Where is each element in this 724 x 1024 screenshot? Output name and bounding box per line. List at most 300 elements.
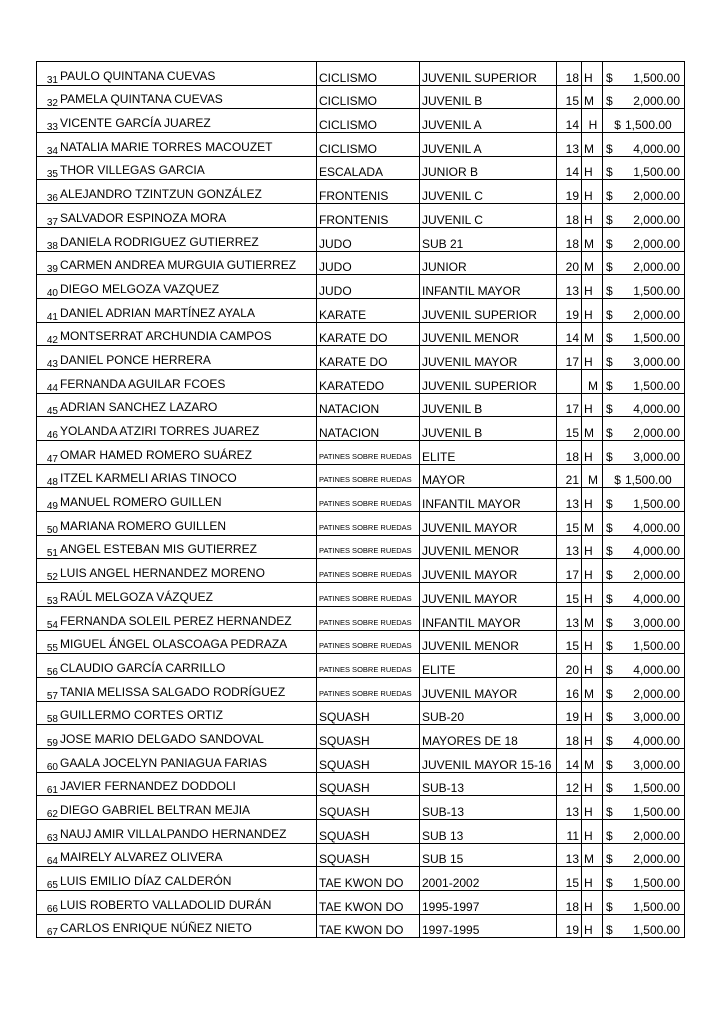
amount-cell: [603, 630, 685, 654]
amount-cell: [603, 227, 685, 251]
sport-cell: KARATE: [317, 298, 420, 322]
name-cell: [37, 346, 317, 370]
sport-cell: NATACION: [317, 417, 420, 441]
athlete-name: DANIEL ADRIAN MARTÍNEZ AYALA: [60, 305, 255, 320]
sport-cell: PATINES SOBRE RUEDAS: [317, 535, 420, 559]
age-cell: 18: [557, 891, 582, 915]
row-number: 38: [46, 240, 58, 251]
name-cell: [37, 156, 317, 180]
table-row: [37, 322, 685, 346]
sex-cell: H: [582, 441, 603, 465]
amount-cell: [603, 583, 685, 607]
name-cell: [37, 369, 317, 393]
athlete-table: [36, 61, 685, 938]
row-number: 63: [46, 832, 58, 844]
currency-symbol: $: [606, 189, 613, 204]
age-cell: 13: [557, 796, 582, 820]
table-row: [37, 843, 685, 867]
category-cell: JUNIOR B: [420, 156, 557, 180]
amount-value: 1,500.00: [633, 378, 680, 393]
sex-cell: H: [582, 820, 603, 844]
category-cell: JUVENIL MAYOR: [420, 583, 557, 607]
amount-value: 3,000.00: [633, 449, 680, 464]
age-cell: 13: [557, 843, 582, 867]
table-row: [37, 204, 685, 228]
table-row: [37, 748, 685, 772]
amount-value: 1,500.00: [624, 118, 672, 133]
row-number: 54: [46, 619, 58, 630]
category-cell: JUVENIL SUPERIOR: [420, 369, 557, 393]
table-row: [37, 275, 685, 299]
sex-cell: H: [582, 914, 603, 938]
currency-symbol: $: [606, 449, 613, 464]
sex-cell: H: [582, 535, 603, 559]
category-cell: MAYOR: [420, 464, 557, 488]
age-cell: 17: [557, 393, 582, 417]
sport-cell: CICLISMO: [317, 62, 420, 86]
amount-value: 4,000.00: [633, 544, 680, 559]
athlete-name: DANIEL PONCE HERRERA: [60, 352, 211, 367]
sport-cell: FRONTENIS: [317, 180, 420, 204]
category-cell: INFANTIL MAYOR: [420, 606, 557, 630]
row-number: 51: [46, 548, 58, 559]
athlete-name: ADRIAN SANCHEZ LAZARO: [60, 400, 218, 415]
age-cell: 17: [557, 346, 582, 370]
row-number: 45: [46, 406, 58, 417]
row-number: 42: [46, 335, 58, 346]
amount-value: 4,000.00: [633, 662, 680, 677]
category-cell: SUB 15: [420, 843, 557, 867]
amount-value: 2,000.00: [633, 852, 680, 867]
athlete-name: PAMELA QUINTANA CUEVAS: [60, 92, 223, 107]
row-number: 33: [46, 122, 58, 133]
category-cell: JUVENIL MENOR: [420, 630, 557, 654]
table-row: [37, 796, 685, 820]
athlete-name: OMAR HAMED ROMERO SUÁREZ: [60, 447, 253, 462]
sport-cell: FRONTENIS: [317, 204, 420, 228]
sex-cell: H: [582, 298, 603, 322]
amount-value: 1,500.00: [633, 899, 680, 914]
age-cell: 20: [557, 654, 582, 678]
amount-value: 1,500.00: [633, 331, 680, 346]
amount-cell: [603, 417, 685, 441]
currency-symbol: $: [606, 923, 613, 938]
sport-cell: PATINES SOBRE RUEDAS: [317, 559, 420, 583]
row-number: 56: [46, 666, 58, 678]
row-number: 48: [46, 477, 58, 488]
table-row: [37, 85, 685, 109]
name-cell: [37, 820, 317, 844]
table-row: [37, 820, 685, 844]
category-cell: SUB-13: [420, 796, 557, 820]
age-cell: 12: [557, 772, 582, 796]
table-row: [37, 512, 685, 536]
name-cell: [37, 677, 317, 701]
table-row: [37, 298, 685, 322]
currency-symbol: $: [606, 876, 613, 891]
currency-symbol: $: [606, 710, 613, 725]
sex-cell: H: [582, 796, 603, 820]
athlete-name: THOR VILLEGAS GARCIA: [60, 163, 205, 178]
row-number: 55: [46, 643, 58, 654]
name-cell: [37, 701, 317, 725]
amount-cell: [603, 133, 685, 157]
age-cell: 14: [557, 322, 582, 346]
table-row: [37, 914, 685, 938]
currency-symbol: $: [606, 757, 613, 772]
sex-cell: H: [582, 630, 603, 654]
sex-cell: M: [582, 677, 603, 701]
athlete-name: MARIANA ROMERO GUILLEN: [60, 518, 227, 533]
athlete-name: CLAUDIO GARCÍA CARRILLO: [60, 660, 226, 675]
athlete-name: ALEJANDRO TZINTZUN GONZÁLEZ: [60, 187, 262, 202]
athlete-name: YOLANDA ATZIRI TORRES JUAREZ: [60, 424, 260, 438]
name-cell: [37, 393, 317, 417]
name-cell: [37, 298, 317, 322]
row-number: 46: [46, 430, 58, 441]
table-row: [37, 62, 685, 86]
amount-cell: [603, 85, 685, 109]
row-number: 37: [46, 216, 58, 228]
category-cell: JUVENIL MAYOR: [420, 559, 557, 583]
age-cell: 14: [557, 156, 582, 180]
sport-cell: SQUASH: [317, 820, 420, 844]
athlete-name: MAIRELY ALVAREZ OLIVERA: [60, 850, 223, 865]
currency-symbol: $: [606, 497, 613, 512]
age-cell: [557, 369, 582, 393]
category-cell: JUVENIL C: [420, 180, 557, 204]
age-cell: 18: [557, 62, 582, 86]
table-row: [37, 156, 685, 180]
amount-value: 2,000.00: [633, 568, 680, 583]
name-cell: [37, 914, 317, 938]
sport-cell: SQUASH: [317, 701, 420, 725]
athlete-name: DIEGO GABRIEL BELTRAN MEJIA: [60, 803, 251, 817]
table-row: [37, 654, 685, 678]
currency-symbol: $: [606, 899, 613, 914]
age-cell: 15: [557, 583, 582, 607]
currency-symbol: $: [606, 378, 613, 393]
row-number: 66: [46, 903, 58, 915]
name-cell: [37, 843, 317, 867]
sport-cell: CICLISMO: [317, 133, 420, 157]
amount-cell: [603, 298, 685, 322]
row-number: 60: [46, 761, 58, 773]
currency-symbol: $: [606, 307, 613, 322]
currency-symbol: $: [606, 781, 613, 796]
athlete-name: MONTSERRAT ARCHUNDIA CAMPOS: [60, 329, 272, 344]
table-body: [37, 62, 685, 938]
sport-cell: CICLISMO: [317, 109, 420, 133]
sport-cell: PATINES SOBRE RUEDAS: [317, 677, 420, 701]
age-cell: 19: [557, 701, 582, 725]
table-row: [37, 109, 685, 133]
athlete-name: MANUEL ROMERO GUILLEN: [60, 495, 222, 510]
name-cell: [37, 606, 317, 630]
sex-cell: H: [582, 62, 603, 86]
currency-symbol: $: [606, 805, 613, 819]
sport-cell: TAE KWON DO: [317, 914, 420, 938]
amount-value: 2,000.00: [633, 260, 680, 275]
row-number: 39: [46, 264, 58, 275]
name-cell: [37, 464, 317, 488]
row-number: 53: [46, 595, 58, 607]
table-row: [37, 369, 685, 393]
athlete-name: GUILLERMO CORTES ORTIZ: [60, 708, 223, 723]
name-cell: [37, 251, 317, 275]
currency-symbol: $: [606, 615, 613, 630]
row-number: 40: [46, 287, 58, 299]
amount-cell: [603, 62, 685, 86]
name-cell: [37, 180, 317, 204]
age-cell: 19: [557, 180, 582, 204]
amount-cell: [603, 441, 685, 465]
athlete-name: FERNANDA AGUILAR FCOES: [60, 376, 226, 391]
athlete-name: PAULO QUINTANA CUEVAS: [60, 68, 216, 83]
sport-cell: JUDO: [317, 251, 420, 275]
amount-value: 3,000.00: [633, 615, 680, 630]
sex-cell: H: [582, 725, 603, 749]
amount-cell: [603, 369, 685, 393]
athlete-name: SALVADOR ESPINOZA MORA: [60, 210, 227, 225]
category-cell: 2001-2002: [420, 867, 557, 891]
amount-cell: [603, 606, 685, 630]
name-cell: [37, 512, 317, 536]
category-cell: ELITE: [420, 654, 557, 678]
age-cell: 18: [557, 227, 582, 251]
row-number: 65: [46, 880, 58, 891]
row-number: 61: [46, 785, 58, 796]
amount-value: 1,500.00: [633, 165, 680, 180]
amount-value: 2,000.00: [633, 212, 680, 227]
sex-cell: H: [582, 393, 603, 417]
category-cell: JUVENIL MAYOR: [420, 346, 557, 370]
table-row: [37, 393, 685, 417]
sex-cell: M: [582, 606, 603, 630]
table-row: [37, 180, 685, 204]
name-cell: [37, 583, 317, 607]
category-cell: JUVENIL SUPERIOR: [420, 298, 557, 322]
athlete-name: NAUJ AMIR VILLALPANDO HERNANDEZ: [60, 826, 287, 841]
sport-cell: TAE KWON DO: [317, 867, 420, 891]
category-cell: SUB 21: [420, 227, 557, 251]
amount-value: 4,000.00: [633, 141, 680, 156]
athlete-name: DANIELA RODRIGUEZ GUTIERREZ: [60, 234, 259, 249]
name-cell: [37, 441, 317, 465]
category-cell: JUVENIL MAYOR 15-16: [420, 748, 557, 772]
athlete-name: MIGUEL ÁNGEL OLASCOAGA PEDRAZA: [60, 637, 288, 652]
sex-cell: M: [582, 512, 603, 536]
currency-symbol: $: [606, 94, 613, 109]
sex-cell: M: [582, 417, 603, 441]
age-cell: 15: [557, 630, 582, 654]
sex-cell: M: [582, 748, 603, 772]
sex-cell: H: [582, 891, 603, 915]
table-row: [37, 701, 685, 725]
currency-symbol: $: [606, 686, 613, 701]
amount-value: 2,000.00: [633, 307, 680, 322]
sport-cell: PATINES SOBRE RUEDAS: [317, 606, 420, 630]
table-row: [37, 133, 685, 157]
amount-cell: [603, 156, 685, 180]
amount-cell: [603, 322, 685, 346]
sport-cell: CICLISMO: [317, 85, 420, 109]
sex-cell: H: [582, 156, 603, 180]
category-cell: JUVENIL B: [420, 417, 557, 441]
sport-cell: PATINES SOBRE RUEDAS: [317, 630, 420, 654]
amount-cell: [603, 820, 685, 844]
age-cell: 13: [557, 488, 582, 512]
table-row: [37, 251, 685, 275]
sex-cell: H: [582, 488, 603, 512]
table-row: [37, 346, 685, 370]
name-cell: [37, 559, 317, 583]
currency-symbol: $: [606, 70, 613, 85]
amount-cell: [603, 843, 685, 867]
table-row: [37, 488, 685, 512]
category-cell: JUVENIL A: [420, 133, 557, 157]
table-row: [37, 606, 685, 630]
sport-cell: NATACION: [317, 393, 420, 417]
name-cell: [37, 133, 317, 157]
sport-cell: SQUASH: [317, 772, 420, 796]
sport-cell: PATINES SOBRE RUEDAS: [317, 583, 420, 607]
age-cell: 21: [557, 464, 582, 488]
amount-cell: [603, 488, 685, 512]
row-number: 44: [46, 382, 58, 394]
category-cell: ELITE: [420, 441, 557, 465]
name-cell: [37, 488, 317, 512]
row-number: 47: [46, 453, 58, 465]
age-cell: 18: [557, 441, 582, 465]
currency-symbol: $: [606, 639, 613, 654]
category-cell: JUVENIL MAYOR: [420, 512, 557, 536]
table-row: [37, 464, 685, 488]
amount-cell: [603, 891, 685, 915]
age-cell: 19: [557, 914, 582, 938]
table-row: [37, 535, 685, 559]
currency-symbol: $: [606, 354, 613, 369]
currency-symbol: $: [606, 165, 613, 180]
table-row: [37, 583, 685, 607]
table-row: [37, 867, 685, 891]
sport-cell: PATINES SOBRE RUEDAS: [317, 441, 420, 465]
athlete-name: ITZEL KARMELI ARIAS TINOCO: [60, 471, 237, 486]
name-cell: [37, 535, 317, 559]
sport-cell: SQUASH: [317, 748, 420, 772]
currency-symbol: $: [606, 331, 613, 346]
sex-cell: H: [582, 180, 603, 204]
name-cell: [37, 891, 317, 915]
athlete-name: RAÚL MELGOZA VÁZQUEZ: [60, 589, 213, 604]
category-cell: JUVENIL MENOR: [420, 535, 557, 559]
category-cell: JUVENIL MENOR: [420, 322, 557, 346]
athlete-name: LUIS ROBERTO VALLADOLID DURÁN: [60, 897, 272, 912]
name-cell: [37, 725, 317, 749]
sex-cell: H: [582, 346, 603, 370]
category-cell: INFANTIL MAYOR: [420, 275, 557, 299]
name-cell: [37, 85, 317, 109]
age-cell: 19: [557, 298, 582, 322]
category-cell: JUVENIL B: [420, 393, 557, 417]
sex-cell: H: [582, 701, 603, 725]
name-cell: [37, 322, 317, 346]
category-cell: JUNIOR: [420, 251, 557, 275]
sport-cell: PATINES SOBRE RUEDAS: [317, 488, 420, 512]
row-number: 49: [46, 501, 58, 512]
athlete-name: NATALIA MARIE TORRES MACOUZET: [60, 139, 273, 154]
amount-cell: [603, 701, 685, 725]
category-cell: SUB 13: [420, 820, 557, 844]
amount-value: 4,000.00: [633, 402, 680, 417]
category-cell: 1995-1997: [420, 891, 557, 915]
age-cell: 14: [557, 109, 582, 133]
amount-value: 2,000.00: [633, 236, 680, 251]
row-number: 59: [46, 737, 58, 749]
amount-value: 1,500.00: [633, 70, 680, 85]
amount-cell: [603, 346, 685, 370]
amount-value: 4,000.00: [633, 733, 680, 748]
amount-cell: [603, 559, 685, 583]
amount-cell: [603, 180, 685, 204]
table-row: [37, 891, 685, 915]
athlete-name: FERNANDA SOLEIL PEREZ HERNANDEZ: [60, 613, 292, 628]
currency-symbol: $: [606, 236, 613, 251]
amount-value: 3,000.00: [633, 757, 680, 772]
sex-cell: H: [582, 275, 603, 299]
amount-cell: [603, 748, 685, 772]
table-row: [37, 772, 685, 796]
sex-cell: M: [582, 843, 603, 867]
table-row: [37, 227, 685, 251]
age-cell: 16: [557, 677, 582, 701]
category-cell: SUB-20: [420, 701, 557, 725]
sex-cell: H: [582, 109, 603, 133]
amount-cell: [603, 251, 685, 275]
sex-cell: H: [582, 654, 603, 678]
currency-symbol: $: [606, 520, 613, 535]
table-row: [37, 725, 685, 749]
name-cell: [37, 796, 317, 820]
row-number: 41: [46, 311, 58, 323]
name-cell: [37, 62, 317, 86]
amount-value: 1,500.00: [633, 283, 680, 298]
amount-cell: [603, 725, 685, 749]
sport-cell: KARATE DO: [317, 346, 420, 370]
currency-symbol: $: [606, 568, 613, 583]
name-cell: [37, 227, 317, 251]
age-cell: 13: [557, 133, 582, 157]
athlete-name: ANGEL ESTEBAN MIS GUTIERREZ: [60, 542, 257, 557]
sex-cell: H: [582, 583, 603, 607]
amount-cell: [603, 275, 685, 299]
row-number: 31: [46, 74, 58, 86]
amount-cell: [603, 796, 685, 820]
amount-cell: [603, 654, 685, 678]
name-cell: [37, 772, 317, 796]
sex-cell: M: [582, 133, 603, 157]
athlete-name: TANIA MELISSA SALGADO RODRÍGUEZ: [60, 684, 286, 699]
category-cell: JUVENIL C: [420, 204, 557, 228]
category-cell: SUB-13: [420, 772, 557, 796]
amount-cell: [603, 772, 685, 796]
age-cell: 15: [557, 85, 582, 109]
amount-value: 4,000.00: [633, 591, 680, 606]
row-number: 52: [46, 572, 58, 583]
age-cell: 18: [557, 204, 582, 228]
amount-cell: [603, 464, 685, 488]
category-cell: INFANTIL MAYOR: [420, 488, 557, 512]
